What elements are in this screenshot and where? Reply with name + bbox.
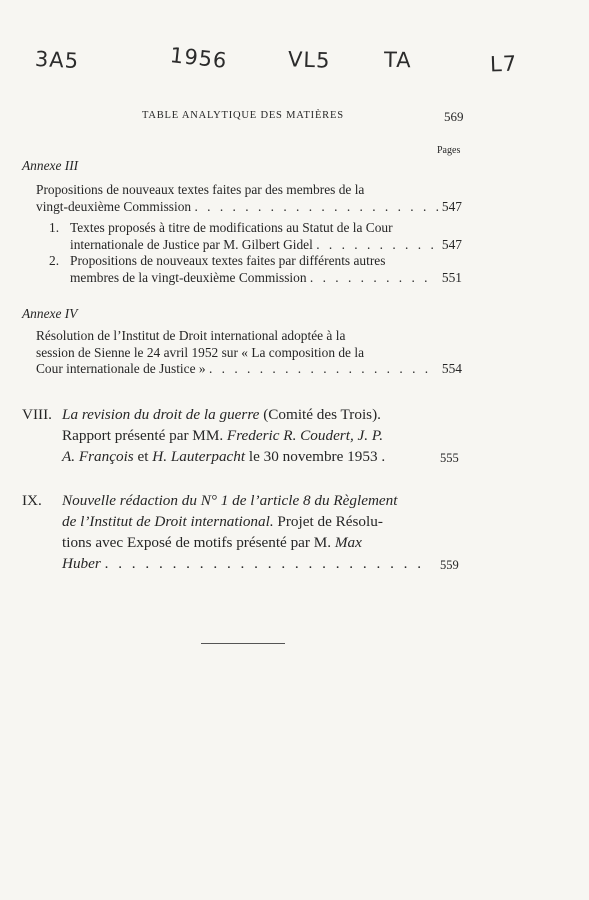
section-page: 555 [440,451,459,465]
running-title: TABLE ANALYTIQUE DES MATIÈRES [142,110,344,121]
entry-page: 547 [441,236,462,252]
annex-iv-entry: Résolution de l’Institut de Droit international adoptée à la session de Sienne le 24 avril 1952 sur « La composition de la Cour internationale de Justice » . . . . . . . . . . . . . . . . . . 554 [36,328,462,376]
entry-page: 547 [441,198,462,214]
handwritten-note: TA [383,47,412,73]
annex-iii-item-1: 1. Textes proposés à titre de modifications au Statut de la Cour internationale de Justice par M. Gilbert Gidel . . . . . . . . . . 547 [49,220,462,252]
section-numeral: VIII. [22,406,52,423]
dot-leader: . . . . . . . . . . [309,269,431,285]
dot-leader: . . . . . . . . . . . . . . . . . . . . [194,198,443,214]
section-viii: VIII. La revision du droit de la guerre (Comité des Trois). Rapport présenté par MM. Frederic R. Coudert, J. P. A. François et H. Lauterpacht le 30 novembre 1953 . 555 [22,404,472,470]
handwritten-note: 1956 [168,43,229,73]
dot-leader: . . . . . . . . . . . . . . . . . . . . . . . . [104,555,425,572]
pages-column-label: Pages [437,145,461,156]
handwritten-note: 3A5 [34,46,80,74]
dot-leader: . . . . . . . . . . [316,236,437,252]
section-ix: IX. Nouvelle rédaction du N° 1 de l’article 8 du Règlement de l’Institut de Droit international. Projet de Résolu- tions avec Exposé de motifs présenté par M. Max Huber . . . . . . . . . . . . . . . . . . . . . . . . 559 [22,490,472,576]
entry-page: 554 [441,361,462,376]
annex-iii-item-2: 2. Propositions de nouveaux textes faites par différents autres membres de la vingt-deuxième Commission . . . . . . . . . . 551 [49,253,462,285]
entry-page: 551 [441,269,462,285]
page-number: 569 [444,109,464,124]
handwritten-annotations [0,44,589,84]
section-page: 559 [440,558,459,572]
annex-iv-label: Annexe IV [22,306,78,321]
closing-rule [201,643,285,644]
annex-iii-label: Annexe III [22,158,79,173]
dot-leader: . . . . . . . . . . . . . . . . . . [208,361,432,376]
annex-iii-entry: Propositions de nouveaux textes faites par des membres de la vingt-deuxième Commission . . . . . . . . . . . . . . . . . . . . 547 [36,182,462,214]
handwritten-note: VL5 [287,47,331,73]
handwritten-note: L7 [489,51,518,77]
running-head [0,110,589,126]
section-numeral: IX. [22,492,42,509]
